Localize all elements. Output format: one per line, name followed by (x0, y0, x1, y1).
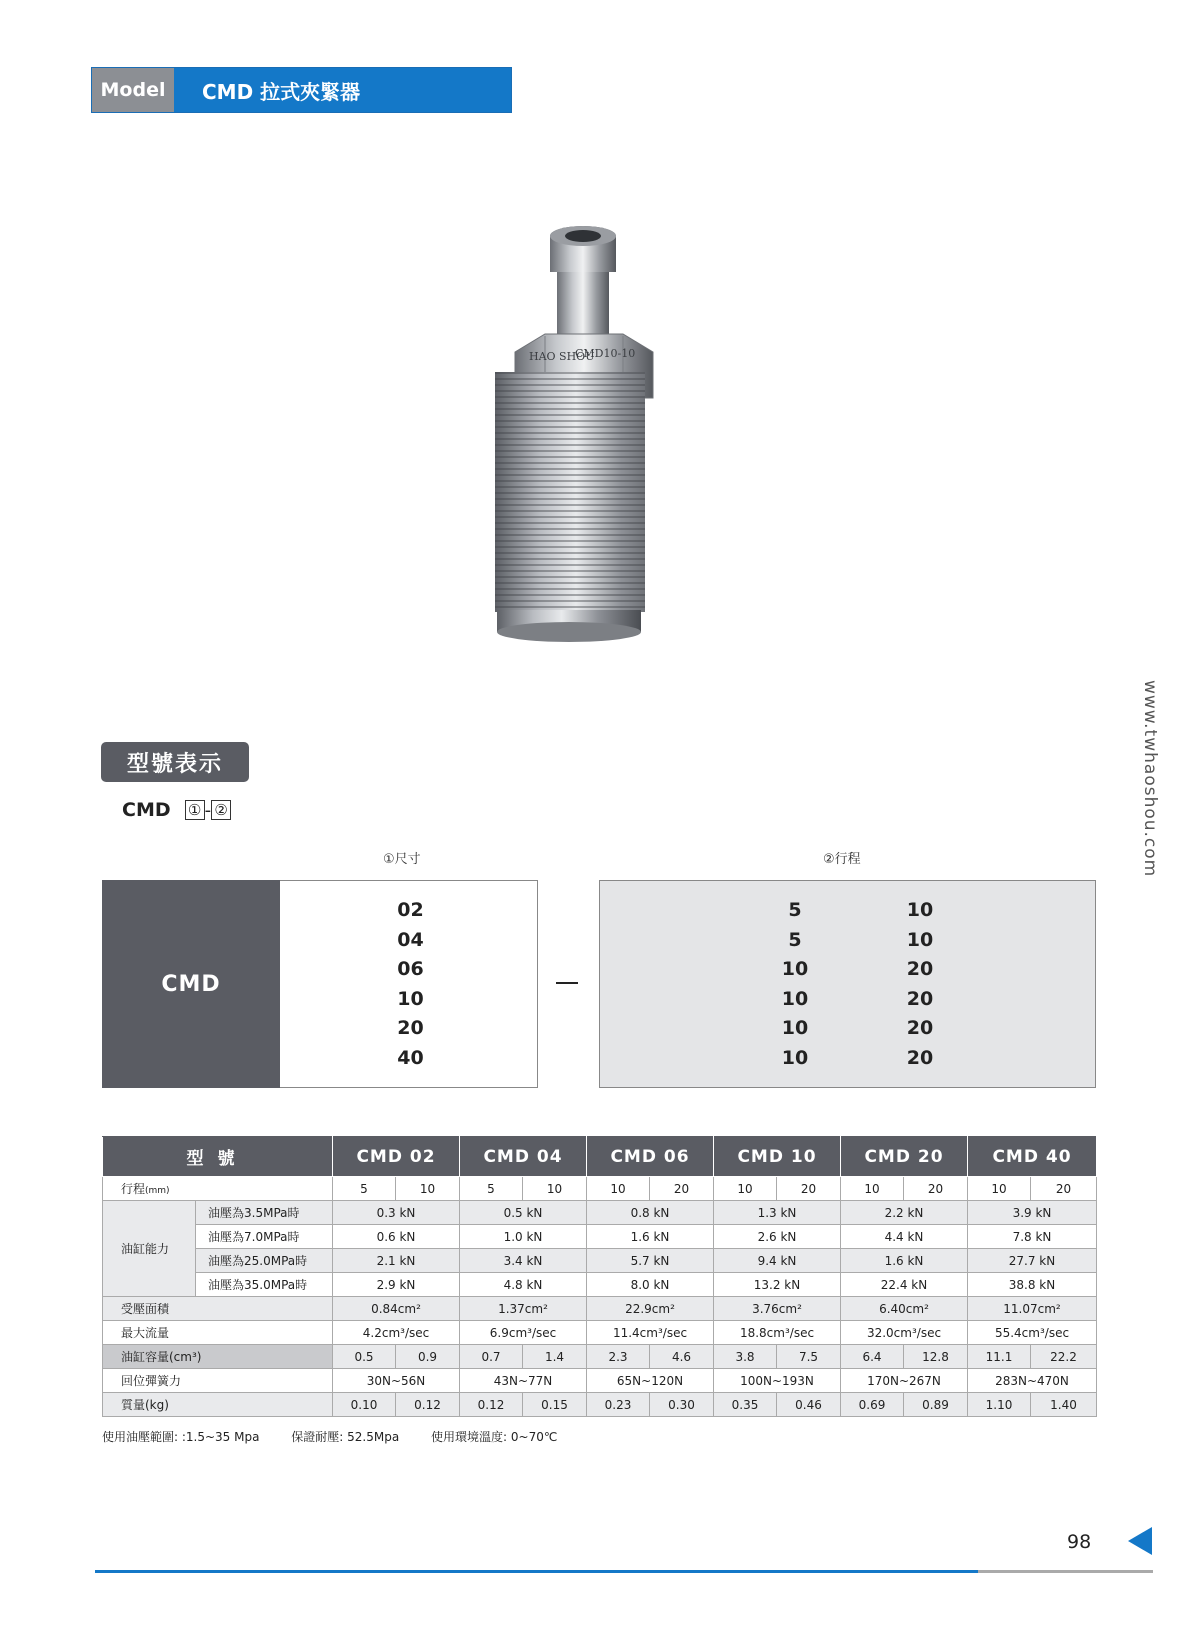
code-prefix: CMD (122, 799, 171, 821)
cell: 5.7 kN (587, 1249, 714, 1273)
cell: 4.8 kN (460, 1273, 587, 1297)
cell: 13.2 kN (714, 1273, 841, 1297)
stroke-value: 10 (906, 899, 934, 921)
cell: 9.4 kN (714, 1249, 841, 1273)
cell: 0.69 (841, 1393, 904, 1417)
stroke-caption: ②行程 (823, 852, 861, 867)
stroke-value: 20 (906, 1017, 934, 1039)
cell: 27.7 kN (968, 1249, 1097, 1273)
cell: 1.3 kN (714, 1201, 841, 1225)
size-value: 04 (397, 928, 424, 951)
cell: 6.40cm² (841, 1297, 968, 1321)
row-label-flow: 最大流量 (103, 1321, 333, 1345)
cell: 0.6 kN (333, 1225, 460, 1249)
cell: 22.4 kN (841, 1273, 968, 1297)
spec-table (102, 1136, 1097, 1417)
stroke-value: 20 (906, 987, 934, 1010)
footer-rule-gray (978, 1570, 1153, 1573)
cell: 7.5 (777, 1345, 841, 1369)
cell: 10 (396, 1177, 460, 1201)
cell: 2.1 kN (333, 1249, 460, 1273)
row-label-volume: 油缸容量(cm³) (103, 1345, 333, 1369)
page-title: CMD 拉式夾緊器 (174, 68, 511, 112)
header-cmd: CMD 04 (460, 1137, 587, 1177)
code-separator: - (204, 799, 212, 821)
code-box-stroke: ② (211, 800, 231, 820)
table-row (103, 1321, 1097, 1345)
cell: 2.9 kN (333, 1273, 460, 1297)
cell: 1.6 kN (841, 1249, 968, 1273)
stroke-value: 10 (781, 958, 809, 980)
cell: 38.8 kN (968, 1273, 1097, 1297)
cell: 0.46 (777, 1393, 841, 1417)
stroke-value: 20 (906, 958, 934, 980)
header-cmd: CMD 20 (841, 1137, 968, 1177)
table-row (103, 1249, 1097, 1273)
cell: 0.7 (460, 1345, 523, 1369)
size-value: 02 (397, 899, 424, 921)
cell: 10 (841, 1177, 904, 1201)
cell: 22.2 (1031, 1345, 1097, 1369)
row-sublabel: 油壓為35.0MPa時 (196, 1273, 333, 1297)
engrave-right: CMD10-10 (575, 347, 636, 360)
table-row (103, 1393, 1097, 1417)
cell: 0.89 (904, 1393, 968, 1417)
section-label: 型號表示 (101, 742, 249, 782)
stroke-value: 5 (788, 928, 802, 951)
cell: 0.15 (523, 1393, 587, 1417)
cell: 22.9cm² (587, 1297, 714, 1321)
cell: 6.9cm³/sec (460, 1321, 587, 1345)
size-value: 40 (397, 1046, 424, 1069)
cell: 65N~120N (587, 1369, 714, 1393)
cell: 1.0 kN (460, 1225, 587, 1249)
cell: 1.4 (523, 1345, 587, 1369)
selector-dash (556, 982, 578, 984)
note-temperature: 使用環境溫度: 0~70℃ (431, 1430, 558, 1444)
cell: 20 (1031, 1177, 1097, 1201)
cell: 7.8 kN (968, 1225, 1097, 1249)
cell: 0.5 (333, 1345, 396, 1369)
table-row (103, 1345, 1097, 1369)
cell: 283N~470N (968, 1369, 1097, 1393)
cell: 100N~193N (714, 1369, 841, 1393)
cell: 11.4cm³/sec (587, 1321, 714, 1345)
cell: 8.0 kN (587, 1273, 714, 1297)
row-label-stroke: 行程(mm) (103, 1177, 333, 1201)
note-proof-pressure: 保證耐壓: 52.5Mpa (291, 1430, 400, 1444)
cell: 32.0cm³/sec (841, 1321, 968, 1345)
cell: 12.8 (904, 1345, 968, 1369)
cell: 10 (714, 1177, 777, 1201)
row-label-area: 受壓面積 (103, 1297, 333, 1321)
row-label-capacity: 油缸能力 (103, 1201, 196, 1297)
cell: 170N~267N (841, 1369, 968, 1393)
cell: 3.4 kN (460, 1249, 587, 1273)
cell: 11.07cm² (968, 1297, 1097, 1321)
size-value: 10 (397, 987, 424, 1010)
cell: 2.6 kN (714, 1225, 841, 1249)
cell: 0.12 (396, 1393, 460, 1417)
size-caption: ①尺寸 (383, 852, 421, 867)
table-row (103, 1369, 1097, 1393)
cell: 20 (904, 1177, 968, 1201)
code-box-size: ① (185, 800, 205, 820)
engrave-left: HAO SHOU (529, 350, 595, 363)
row-label-spring: 回位彈簧力 (103, 1369, 333, 1393)
cell: 1.37cm² (460, 1297, 587, 1321)
header-cmd: CMD 02 (333, 1137, 460, 1177)
cell: 1.10 (968, 1393, 1031, 1417)
cell: 0.9 (396, 1345, 460, 1369)
code-pattern (185, 800, 232, 821)
model-code (122, 799, 231, 821)
cell: 0.10 (333, 1393, 396, 1417)
row-sublabel: 油壓為3.5MPa時 (196, 1201, 333, 1225)
stroke-value: 10 (781, 1017, 809, 1039)
selector-sizes (280, 880, 538, 1088)
cell: 20 (650, 1177, 714, 1201)
table-row (103, 1225, 1097, 1249)
row-sublabel: 油壓為25.0MPa時 (196, 1249, 333, 1273)
table-row (103, 1273, 1097, 1297)
stroke-value: 10 (781, 987, 809, 1010)
cell: 1.6 kN (587, 1225, 714, 1249)
cell: 4.6 (650, 1345, 714, 1369)
cell: 5 (333, 1177, 396, 1201)
cell: 2.2 kN (841, 1201, 968, 1225)
cell: 0.35 (714, 1393, 777, 1417)
cell: 11.1 (968, 1345, 1031, 1369)
cell: 18.8cm³/sec (714, 1321, 841, 1345)
cell: 10 (968, 1177, 1031, 1201)
row-label-mass: 質量(kg) (103, 1393, 333, 1417)
cell: 55.4cm³/sec (968, 1321, 1097, 1345)
header-cmd: CMD 06 (587, 1137, 714, 1177)
page-header (91, 67, 512, 113)
cell: 4.4 kN (841, 1225, 968, 1249)
cell: 0.3 kN (333, 1201, 460, 1225)
table-row (103, 1201, 1097, 1225)
table-row (103, 1297, 1097, 1321)
cell: 1.40 (1031, 1393, 1097, 1417)
header-model: 型號 (103, 1137, 333, 1177)
usage-notes (102, 1428, 585, 1445)
cell: 30N~56N (333, 1369, 460, 1393)
table-header-row (103, 1137, 1097, 1177)
footer-rule (95, 1570, 978, 1573)
product-image (495, 212, 675, 672)
cell: 4.2cm³/sec (333, 1321, 460, 1345)
cell: 5 (460, 1177, 523, 1201)
website-url: www.twhaoshou.com (1140, 680, 1160, 878)
header-cmd: CMD 10 (714, 1137, 841, 1177)
cell: 0.30 (650, 1393, 714, 1417)
row-sublabel: 油壓為7.0MPa時 (196, 1225, 333, 1249)
page-number: 98 (1067, 1531, 1092, 1553)
cell: 2.3 (587, 1345, 650, 1369)
size-value: 06 (397, 958, 424, 980)
cell: 3.9 kN (968, 1201, 1097, 1225)
cell: 0.5 kN (460, 1201, 587, 1225)
stroke-value: 10 (781, 1046, 809, 1069)
stroke-value: 10 (906, 928, 934, 951)
cell: 0.23 (587, 1393, 650, 1417)
model-label: Model (92, 68, 174, 112)
selector-strokes (599, 880, 1096, 1088)
cell: 43N~77N (460, 1369, 587, 1393)
cell: 6.4 (841, 1345, 904, 1369)
size-value: 20 (397, 1017, 424, 1039)
page-arrow-icon (1128, 1527, 1152, 1555)
header-cmd: CMD 40 (968, 1137, 1097, 1177)
table-row (103, 1177, 1097, 1201)
cell: 3.76cm² (714, 1297, 841, 1321)
cell: 20 (777, 1177, 841, 1201)
selector-cmd: CMD (102, 880, 280, 1088)
cell: 10 (587, 1177, 650, 1201)
stroke-value: 5 (788, 899, 802, 921)
cell: 3.8 (714, 1345, 777, 1369)
note-pressure-range: 使用油壓範圍: :1.5~35 Mpa (102, 1430, 260, 1444)
cell: 10 (523, 1177, 587, 1201)
stroke-value: 20 (906, 1046, 934, 1069)
cell: 0.12 (460, 1393, 523, 1417)
cell: 0.8 kN (587, 1201, 714, 1225)
cell: 0.84cm² (333, 1297, 460, 1321)
